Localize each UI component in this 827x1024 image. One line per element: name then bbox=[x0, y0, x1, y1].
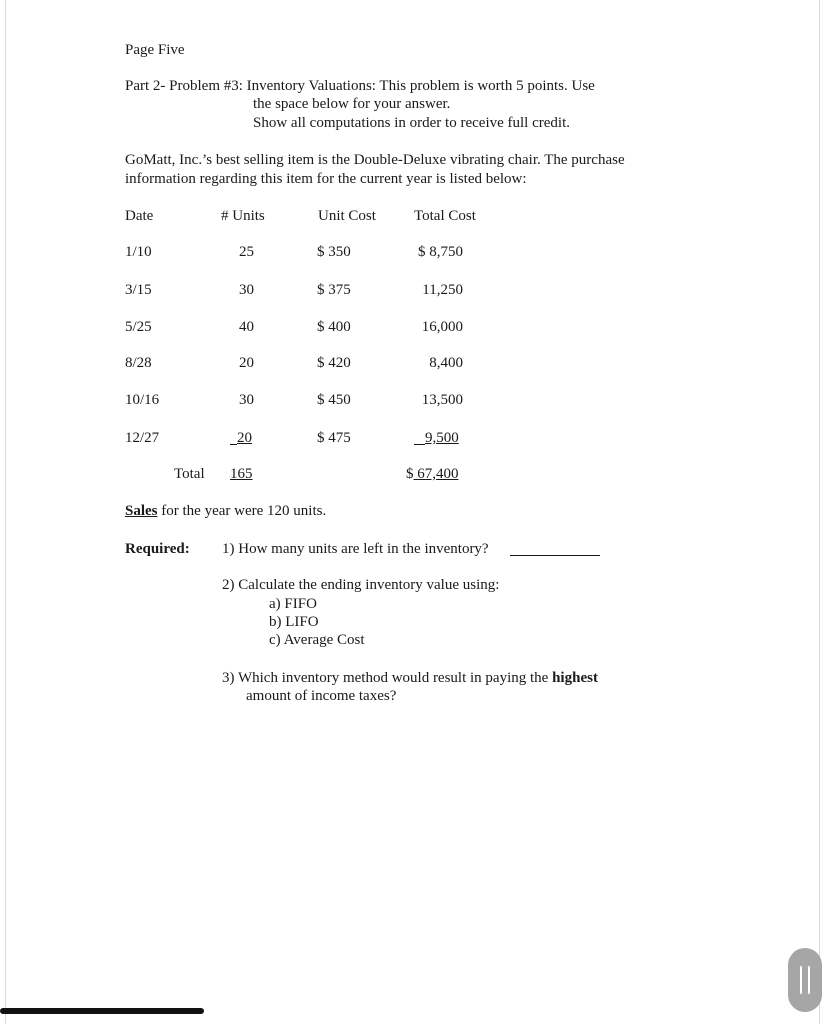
intro-line-2: information regarding this item for the current year is listed below: bbox=[125, 171, 527, 187]
row-5-total-cost: 13,500 bbox=[421, 392, 463, 408]
question-2b: b) LIFO bbox=[269, 614, 319, 630]
question-3: 3) Which inventory method would result in paying the highest bbox=[222, 670, 598, 686]
question-2a: a) FIFO bbox=[269, 596, 317, 612]
problem-line-1: Part 2- Problem #3: Inventory Valuations: This problem is worth 5 points. Use bbox=[125, 78, 595, 94]
required-label: Required: bbox=[125, 541, 190, 557]
page-label: Page Five bbox=[125, 42, 185, 58]
row-3-unit-cost: $ 400 bbox=[317, 319, 351, 335]
answer-blank bbox=[510, 555, 600, 556]
header-units: # Units bbox=[221, 208, 265, 224]
question-2c: c) Average Cost bbox=[269, 632, 365, 648]
row-6-total-cost: 9,500 bbox=[414, 429, 459, 447]
row-4-unit-cost: $ 420 bbox=[317, 355, 351, 371]
row-2-date: 3/15 bbox=[125, 282, 152, 298]
grip-icon bbox=[800, 966, 802, 994]
header-unit-cost: Unit Cost bbox=[318, 208, 376, 224]
total-units: 165 bbox=[230, 466, 253, 482]
row-6-unit-cost: $ 475 bbox=[317, 430, 351, 446]
grip-icon bbox=[808, 966, 810, 994]
intro-line-1: GoMatt, Inc.’s best selling item is the Double-Deluxe vibrating chair. The purchase bbox=[125, 152, 625, 168]
problem-line-2: the space below for your answer. bbox=[253, 96, 451, 112]
row-6-date: 12/27 bbox=[125, 430, 160, 446]
problem-line-3: Show all computations in order to receive full credit. bbox=[253, 115, 570, 131]
row-5-unit-cost: $ 450 bbox=[317, 392, 351, 408]
row-3-total-cost: 16,000 bbox=[421, 319, 463, 335]
row-3-date: 5/25 bbox=[125, 319, 152, 335]
row-2-unit-cost: $ 375 bbox=[317, 282, 351, 298]
home-indicator-bar[interactable] bbox=[0, 1008, 204, 1014]
row-2-total-cost: 11,250 bbox=[422, 282, 463, 298]
row-4-date: 8/28 bbox=[125, 355, 152, 371]
row-1-unit-cost: $ 350 bbox=[317, 244, 351, 260]
question-1: 1) How many units are left in the inventory? bbox=[222, 541, 489, 557]
sales-line: Sales for the year were 120 units. bbox=[125, 503, 327, 519]
row-1-units: 25 bbox=[239, 244, 254, 260]
row-5-units: 30 bbox=[239, 392, 254, 408]
row-4-total-cost: 8,400 bbox=[429, 355, 463, 371]
scroll-handle[interactable] bbox=[788, 948, 822, 1012]
row-6-units: 20 bbox=[230, 429, 252, 447]
question-2: 2) Calculate the ending inventory value using: bbox=[222, 577, 500, 593]
row-2-units: 30 bbox=[239, 282, 254, 298]
question-3-line-2: amount of income taxes? bbox=[246, 688, 397, 704]
row-3-units: 40 bbox=[239, 319, 254, 335]
row-4-units: 20 bbox=[239, 355, 254, 371]
total-cost: $ 67,400 bbox=[406, 466, 459, 482]
row-1-total-cost: $ 8,750 bbox=[418, 244, 463, 260]
row-1-date: 1/10 bbox=[125, 244, 152, 260]
header-total-cost: Total Cost bbox=[414, 208, 476, 224]
row-5-date: 10/16 bbox=[125, 392, 160, 408]
total-label: Total bbox=[174, 466, 205, 482]
header-date: Date bbox=[125, 208, 154, 224]
